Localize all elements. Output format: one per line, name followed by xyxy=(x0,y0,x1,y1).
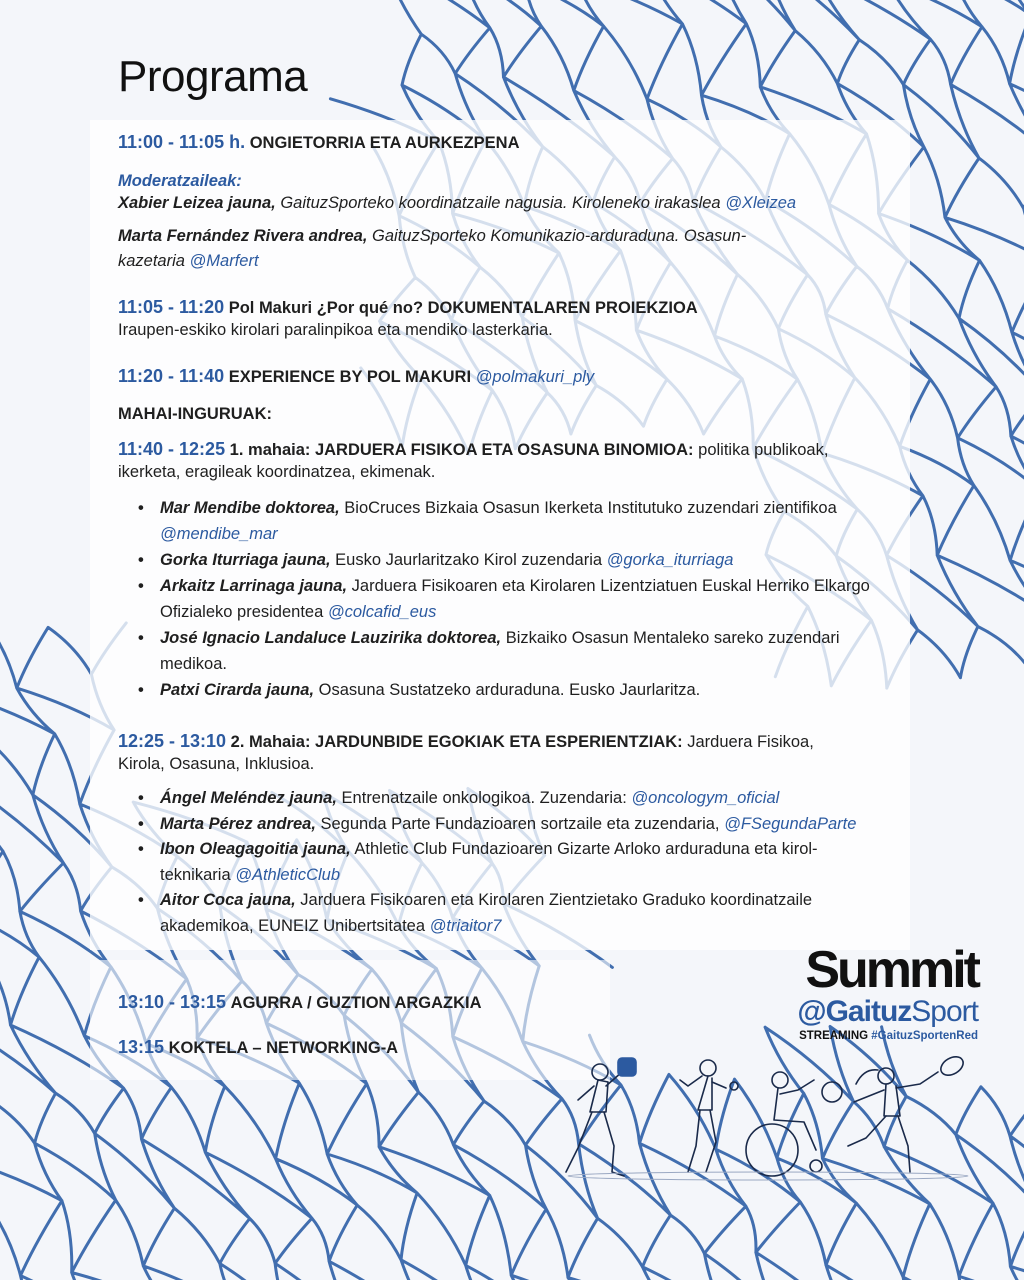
speaker-name: Patxi Cirarda jauna, xyxy=(160,681,315,699)
moderators-label-text: Moderatzaileak: xyxy=(118,172,242,190)
session-desc: Iraupen-eskiko kirolari paralinpikoa eta mendiko lasterkaria. xyxy=(118,321,553,339)
session-time: 11:20 - 11:40 xyxy=(118,366,225,386)
speaker-desc: Jarduera Fisikoaren eta Kirolaren Zientzietako Graduko koordinatzaile akademikoa, EUNEIZ Unibertsitatea xyxy=(160,891,813,935)
table-2-speakers xyxy=(138,786,878,939)
athlete-thrower-icon xyxy=(680,1060,738,1172)
logo-summit-text: Summit xyxy=(805,941,978,999)
speaker-desc: BioCruces Bizkaia Osasun Ikerketa Institutuko zuzendari zientifikoa xyxy=(344,499,837,517)
list-item xyxy=(138,812,878,838)
session-experience xyxy=(118,365,858,388)
moderator-name: Marta Fernández Rivera andrea, xyxy=(118,227,368,245)
speaker-handle-link[interactable]: @oncologym_oficial xyxy=(631,789,780,807)
speaker-name: Aitor Coca jauna, xyxy=(160,891,296,909)
round-tables-heading xyxy=(118,403,858,425)
list-item xyxy=(138,573,878,625)
session-time: 12:25 - 13:10 xyxy=(118,731,227,751)
list-item xyxy=(138,677,878,703)
speaker-handle-link[interactable]: @mendibe_mar xyxy=(160,525,278,543)
athlete-tennis-icon xyxy=(848,1053,966,1172)
moderator-handle-link[interactable]: @Marfert xyxy=(189,252,259,270)
logo-streaming xyxy=(778,1028,978,1044)
session-desc: Jarduera Fisikoa, Kirola, Osasuna, Inklusioa. xyxy=(118,733,814,773)
session-time: 11:00 - 11:05 h. xyxy=(118,132,246,152)
list-item xyxy=(138,786,878,812)
table-1-speakers xyxy=(138,495,878,703)
session-heading: AGURRA / GUZTION ARGAZKIA xyxy=(230,994,482,1012)
speaker-handle-link[interactable]: @triaitor7 xyxy=(429,916,502,935)
list-item xyxy=(138,495,878,547)
speaker-desc: Jarduera Fisikoaren eta Kirolaren Lizentziatuen Euskal Herriko Elkargo Ofizialeko presidentea xyxy=(160,577,870,621)
session-heading: 1. mahaia: JARDUERA FISIKOA ETA OSASUNA BINOMIOA: xyxy=(229,441,694,459)
session-welcome xyxy=(118,131,858,154)
athlete-wheelchair-icon xyxy=(746,1072,842,1176)
session-heading: 2. Mahaia: JARDUNBIDE EGOKIAK ETA ESPERIENTZIAK: xyxy=(230,733,683,751)
logo-at-gaituz: @Gaituz xyxy=(797,995,912,1028)
session-heading: KOKTELA – NETWORKING-A xyxy=(168,1039,399,1057)
speaker-name: Mar Mendibe doktorea, xyxy=(160,499,340,517)
session-time: 11:40 - 12:25 xyxy=(118,439,226,459)
summit-logo xyxy=(778,941,978,1044)
session-time: 13:15 xyxy=(118,1037,165,1057)
moderator-name: Xabier Leizea jauna, xyxy=(118,194,276,212)
speaker-name: Arkaitz Larrinaga jauna, xyxy=(160,577,348,595)
logo-hashtag: #GaituzSportenRed xyxy=(871,1030,978,1042)
moderator-2 xyxy=(118,224,758,274)
page-title: Programa xyxy=(118,52,308,101)
list-item xyxy=(138,888,878,939)
athlete-prosthetic-icon xyxy=(566,1058,636,1176)
list-item xyxy=(138,625,878,677)
session-handle-link[interactable]: @polmakuri_ply xyxy=(475,368,595,386)
moderator-desc: GaituzSporteko koordinatzaile nagusia. Kiroleneko irakaslea xyxy=(280,194,721,212)
round-table-1 xyxy=(118,438,848,483)
list-item xyxy=(138,837,878,888)
session-heading: EXPERIENCE BY POL MAKURI xyxy=(228,368,472,386)
speaker-desc: Entrenatzaile onkologikoa. Zuzendaria: xyxy=(341,789,627,807)
speaker-handle-link[interactable]: @FSegundaParte xyxy=(724,814,857,833)
session-heading: Pol Makuri ¿Por qué no? DOKUMENTALAREN PROIEKZIOA xyxy=(228,299,698,317)
session-documentary xyxy=(118,296,858,341)
round-tables-label: MAHAI-INGURUAK: xyxy=(118,405,272,423)
speaker-handle-link[interactable]: @gorka_iturriaga xyxy=(606,551,734,569)
session-time: 11:05 - 11:20 xyxy=(118,297,225,317)
speaker-desc: Bizkaiko Osasun Mentaleko sareko zuzendari medikoa. xyxy=(160,629,840,673)
list-item xyxy=(138,547,878,573)
speaker-name: Gorka Iturriaga jauna, xyxy=(160,551,331,569)
speaker-name: Marta Pérez andrea, xyxy=(160,814,316,833)
speaker-desc: Osasuna Sustatzeko arduraduna. Eusko Jaurlaritza. xyxy=(318,681,701,699)
logo-sport: Sport xyxy=(911,995,978,1028)
moderator-1 xyxy=(118,192,858,214)
moderators-label xyxy=(118,170,858,192)
logo-streaming-label: STREAMING xyxy=(799,1030,869,1042)
speaker-desc: Eusko Jaurlaritzako Kirol zuzendaria xyxy=(335,551,603,569)
athletes-illustration xyxy=(548,1050,988,1185)
logo-handle xyxy=(778,996,978,1028)
session-heading: ONGIETORRIA ETA AURKEZPENA xyxy=(249,134,520,152)
speaker-desc: Segunda Parte Fundazioaren sortzaile eta zuzendaria, xyxy=(320,814,720,833)
speaker-name: Ángel Meléndez jauna, xyxy=(160,789,337,807)
speaker-name: Ibon Oleagagoitia jauna, xyxy=(160,840,351,858)
moderator-desc: GaituzSporteko Komunikazio-arduraduna. Osasun-kazetaria xyxy=(118,227,747,270)
speaker-handle-link[interactable]: @colcafid_eus xyxy=(327,603,437,621)
speaker-handle-link[interactable]: @AthleticClub xyxy=(235,865,341,884)
moderator-handle-link[interactable]: @Xleizea xyxy=(725,194,797,212)
speaker-desc: Athletic Club Fundazioaren Gizarte Arloko arduraduna eta kirol-teknikaria xyxy=(160,840,818,884)
speaker-name: José Ignacio Landaluce Lauzirika doktorea, xyxy=(160,629,502,647)
session-time: 13:10 - 13:15 xyxy=(118,992,227,1012)
session-greeting xyxy=(118,991,858,1014)
session-desc: politika publikoak, ikerketa, eragileak koordinatzea, ekimenak. xyxy=(118,441,829,481)
round-table-2 xyxy=(118,730,848,775)
